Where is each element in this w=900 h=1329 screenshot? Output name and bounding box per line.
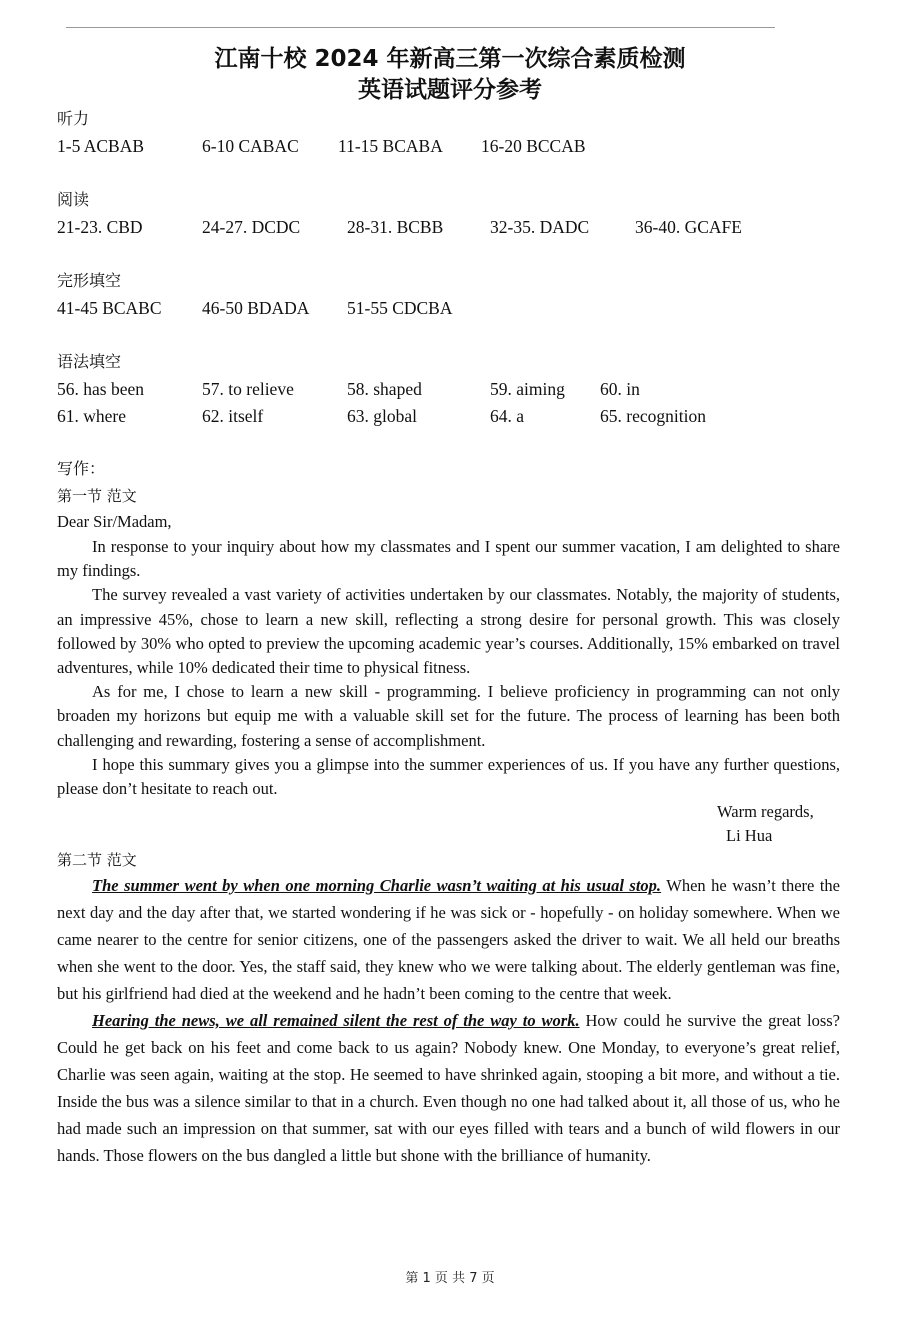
letter-closing: Warm regards, (717, 802, 814, 821)
answer-item: 57. to relieve (202, 379, 294, 399)
letter-paragraph: I hope this summary gives you a glimpse into the summer experiences of us. If you have any further questions, please don’t hesitate to reach out. (57, 754, 840, 799)
answer-group: 11-15 BCABA (338, 136, 443, 156)
part1-label: 第一节 范文 (57, 487, 137, 505)
answer-group: 1-5 ACBAB (57, 136, 145, 156)
story-text: When he wasn’t there the next day and the day after that, we started wondering if he was sick or - hopefully - on holiday somewhere. When we came nearer to the centre for senior citizens, one of the passengers asked the driver to wait. We all held our breaths when she went to the door. Yes, the staff said, they knew who we were talking about. The elderly gentleman was fine, but his girlfriend had died at the weekend and he hadn’t been coming to the centre that week. (57, 876, 840, 1003)
story-paragraph (57, 872, 840, 1007)
page-number-footer: 第 1 页 共 7 页 (405, 1271, 495, 1286)
story-paragraph (57, 1007, 840, 1169)
answer-group: 36-40. GCAFE (635, 217, 742, 237)
answer-item: 61. where (57, 406, 127, 426)
answer-group: 28-31. BCBB (347, 217, 444, 237)
header-rule (66, 27, 775, 28)
answer-item: 59. aiming (490, 379, 565, 399)
letter-body (57, 535, 840, 801)
document-title: 江南十校 2024 年新高三第一次综合素质检测 (214, 46, 686, 72)
section-listening-heading: 听力 (57, 109, 90, 128)
answer-item: 63. global (347, 406, 417, 426)
section-writing-heading: 写作： (57, 459, 106, 478)
section-cloze-heading: 完形填空 (57, 271, 122, 290)
answer-group: 24-27. DCDC (202, 217, 301, 237)
section-reading-heading: 阅读 (57, 190, 90, 209)
story-text: How could he survive the great loss? Could he get back on his feet and come back to us again? Nobody knew. One Monday, to everyone’s great relief, Charlie was seen again, waiting at the stop. He seemed to have shrinked again, stooping a bit more, and without a tie. Inside the bus was a silence similar to that in a church. Even though no one had talked about it, all those of us, who he had made such an impression on that summer, sat with our eyes filled with tears and a bunch of wild flowers in our hands. Those flowers on the bus dangled a little but shone with the brilliance of humanity. (57, 1011, 840, 1165)
letter-paragraph: As for me, I chose to learn a new skill - programming. I believe proficiency in programming can not only broaden my horizons but equip me with a valuable skill set for the future. The process of learning has been both challenging and rewarding, fostering a sense of accomplishment. (57, 682, 840, 750)
answer-group: 51-55 CDCBA (347, 298, 453, 318)
story-lead-sentence: Hearing the news, we all remained silent the rest of the way to work. (92, 1011, 580, 1030)
letter-paragraph: In response to your inquiry about how my classmates and I spent our summer vacation, I am delighted to share my findings. (57, 537, 840, 581)
document-subtitle: 英语试题评分参考 (358, 77, 542, 103)
section-grammar-heading: 语法填空 (57, 352, 122, 371)
answer-group: 16-20 BCCAB (481, 136, 586, 156)
answer-group: 21-23. CBD (57, 217, 143, 237)
answer-item: 56. has been (57, 379, 144, 399)
answer-item: 64. a (490, 406, 525, 426)
answer-item: 62. itself (202, 406, 264, 426)
answer-group: 46-50 BDADA (202, 298, 310, 318)
letter-signature: Li Hua (726, 826, 773, 845)
answer-group: 41-45 BCABC (57, 298, 162, 318)
answer-item: 60. in (600, 379, 640, 399)
part2-label: 第二节 范文 (57, 851, 137, 869)
story-body (57, 872, 840, 1169)
story-lead-sentence: The summer went by when one morning Charlie wasn’t waiting at his usual stop. (92, 876, 662, 895)
answer-item: 65. recognition (600, 406, 706, 426)
letter-paragraph: The survey revealed a vast variety of activities undertaken by our classmates. Notably, the majority of students, an impressive 45%, chose to learn a new skill, reflecting a strong desire for personal growth. This was closely followed by 30% who opted to preview the upcoming academic year’s courses. Additionally, 15% embarked on travel adventures, while 10% dedicated their time to physical fitness. (57, 585, 840, 678)
letter-salutation: Dear Sir/Madam, (57, 512, 172, 531)
answer-item: 58. shaped (347, 379, 422, 399)
answer-group: 32-35. DADC (490, 217, 590, 237)
answer-group: 6-10 CABAC (202, 136, 299, 156)
